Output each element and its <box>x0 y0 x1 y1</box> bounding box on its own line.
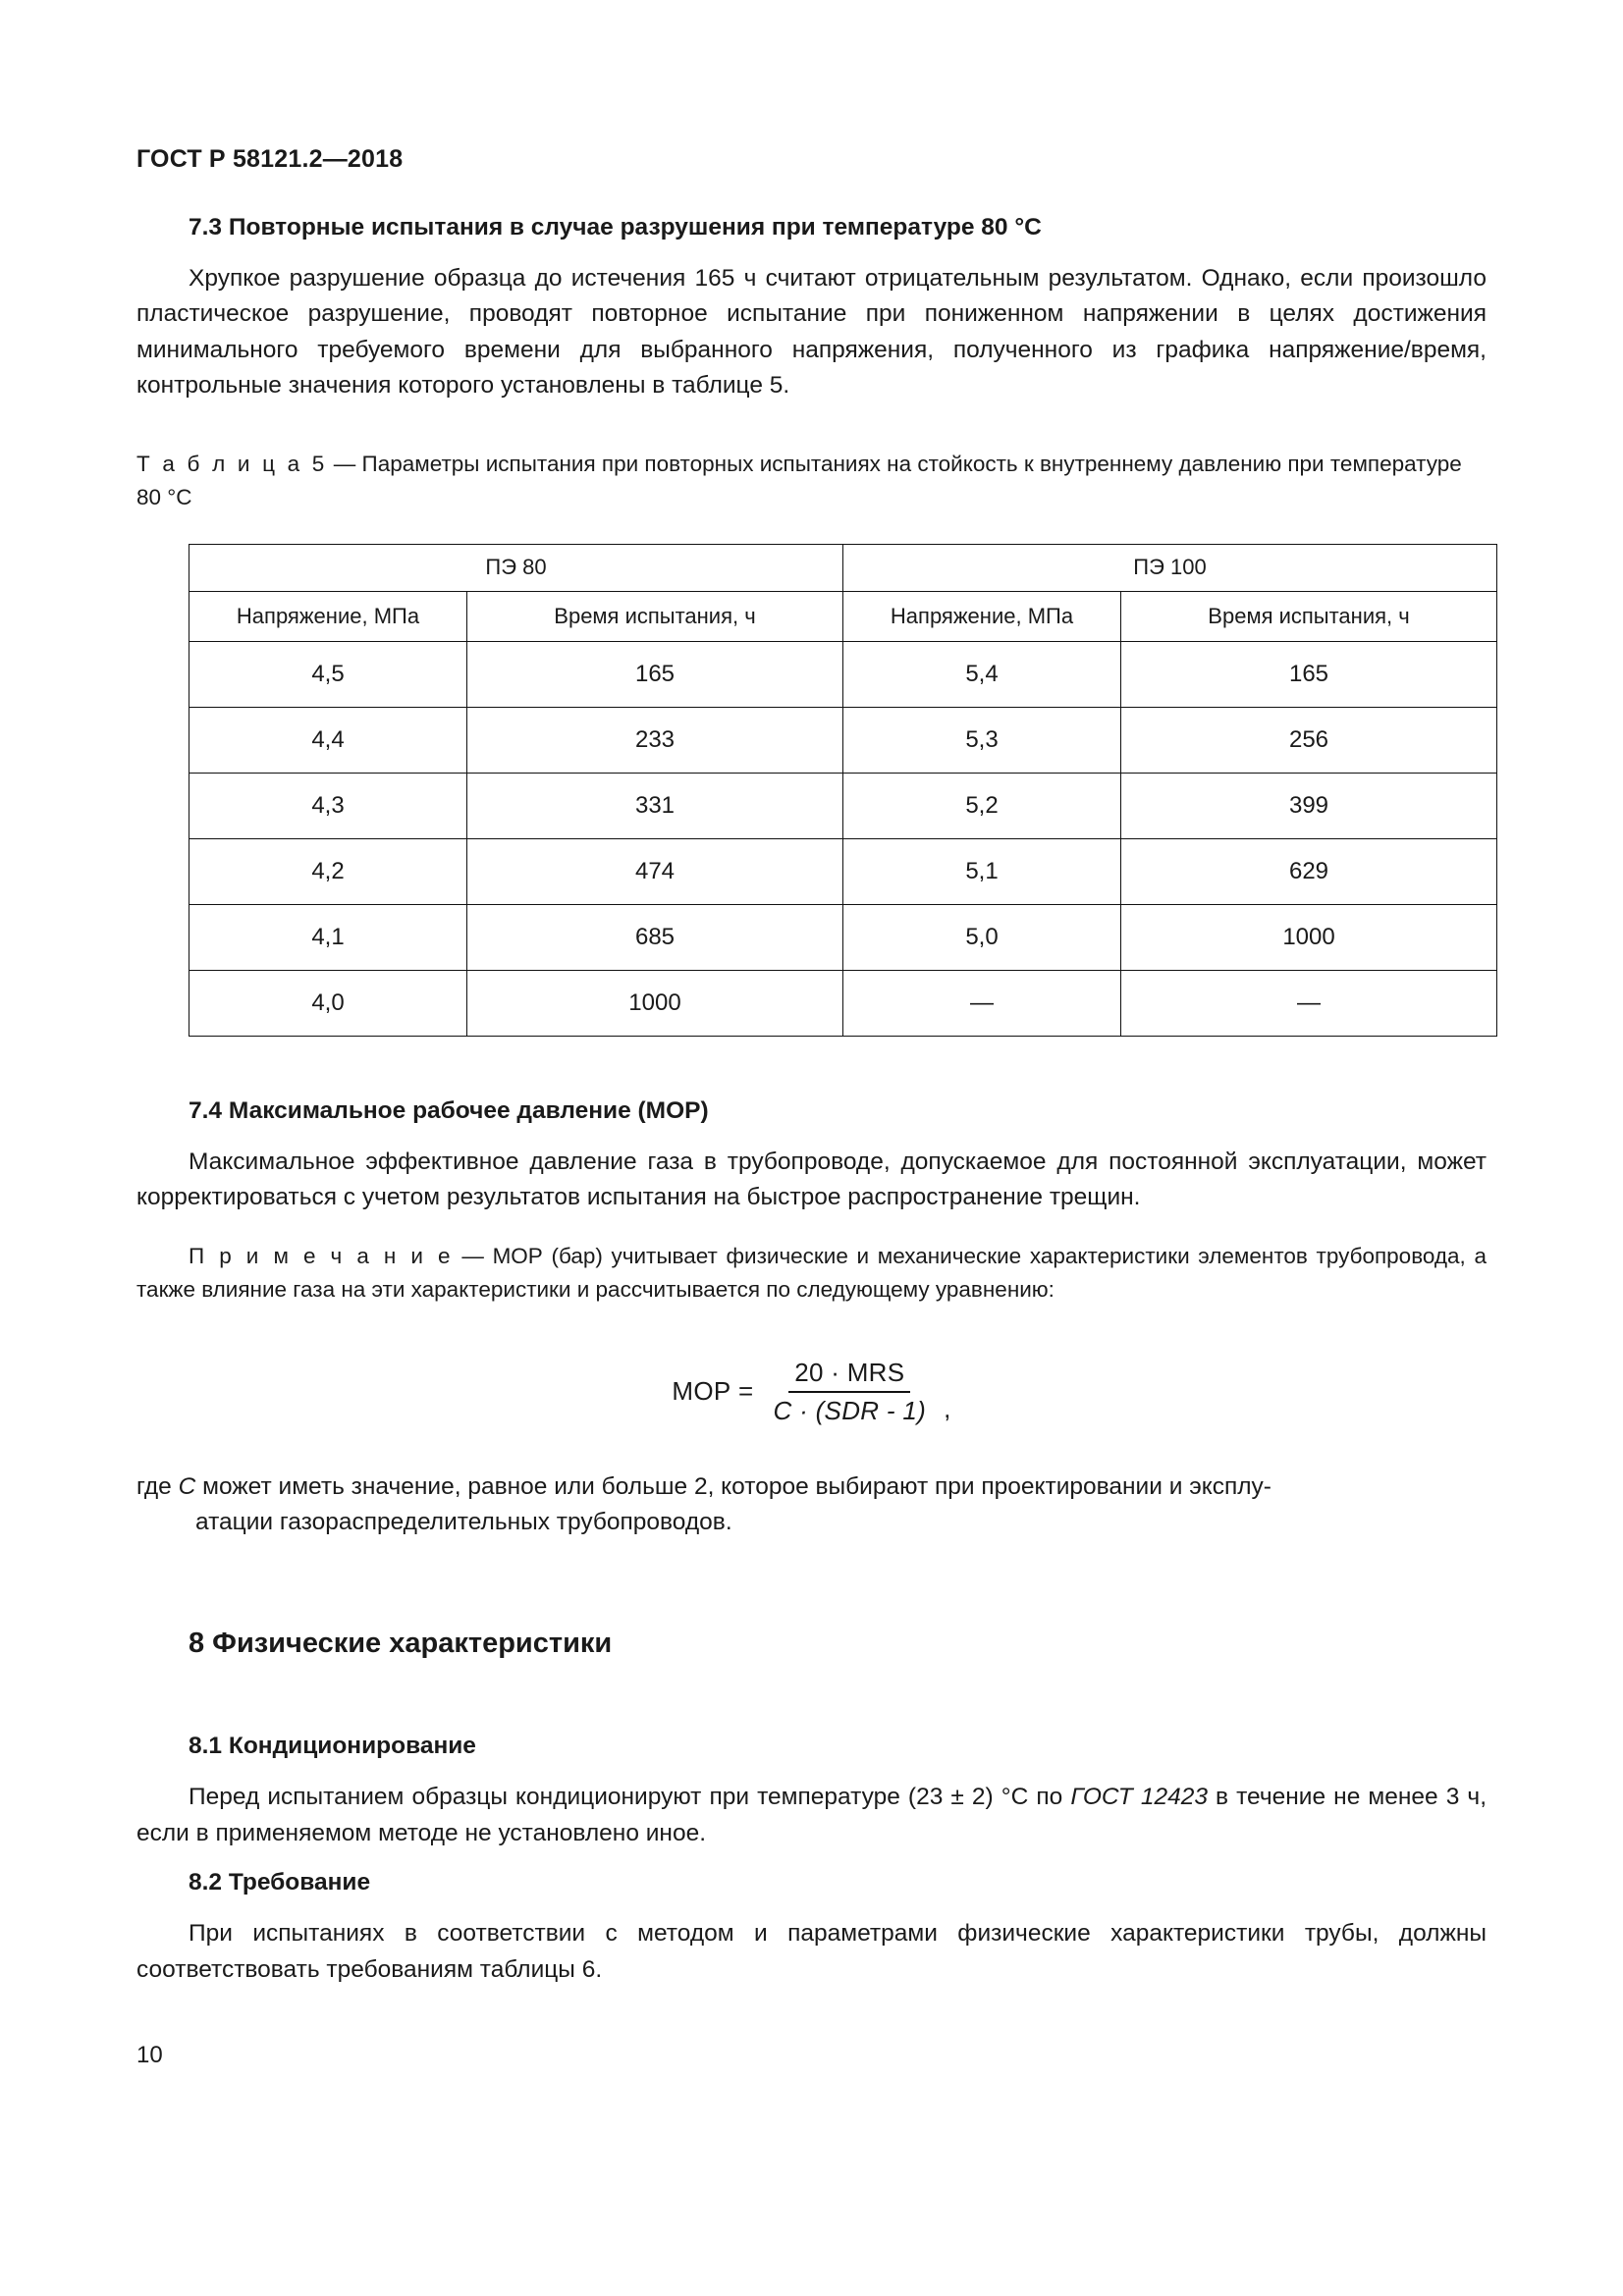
formula-numerator: 20 · MRS <box>788 1358 910 1393</box>
mop-formula <box>672 1358 950 1426</box>
table-5-caption-text: Параметры испытания при повторных испытаниях на стойкость к внутреннему давлению при температуре 80 °C <box>136 451 1462 509</box>
table-column-header-stress-pe100: Напряжение, МПа <box>843 591 1121 641</box>
clause-8-2-paragraph: При испытаниях в соответствии с методом и параметрами физические характеристики трубы, должны соответствовать требованиям таблицы 6. <box>136 1920 1487 1983</box>
table-cell: 4,0 <box>189 970 467 1036</box>
table-cell: 233 <box>467 707 843 773</box>
table-cell: 165 <box>467 641 843 707</box>
table-row <box>189 773 1497 838</box>
mop-formula-block <box>136 1358 1487 1426</box>
spacer <box>136 1426 1487 1469</box>
table-5-caption-label: Т а б л и ц а 5 <box>136 451 328 476</box>
clause-7-3-heading: 7.3 Повторные испытания в случае разрушения при температуре 80 °C <box>189 214 1042 240</box>
spacer <box>136 1662 1487 1731</box>
table-cell: 4,5 <box>189 641 467 707</box>
note-text: МОР (бар) учитывает физические и механические характеристики элементов трубопровода, а также влияние газа на эти характеристики и рассчитывается по следующему уравнению: <box>136 1243 1487 1302</box>
clause-7-4-paragraph: Максимальное эффективное давление газа в трубопроводе, допускаемое для постоянной эксплуатации, может корректироваться с учетом результатов испытания на быстрое распространение трещин. <box>136 1148 1487 1211</box>
table-row-column-headers <box>189 591 1497 641</box>
table-row <box>189 641 1497 707</box>
table-cell: 474 <box>467 838 843 904</box>
table-cell: — <box>1121 970 1497 1036</box>
clause-8-1-text-part-1: Перед испытанием образцы кондиционируют при температуре (23 ± 2) °C по <box>189 1784 1063 1811</box>
table-cell: 399 <box>1121 773 1497 838</box>
table-cell: 1000 <box>1121 904 1497 970</box>
table-5-caption-dash: — <box>327 451 362 476</box>
spacer <box>136 1037 1487 1095</box>
table-column-header-time-pe100: Время испытания, ч <box>1121 591 1497 641</box>
running-header: ГОСТ Р 58121.2—2018 <box>136 145 404 173</box>
spacer <box>136 1216 1487 1240</box>
table-cell: 165 <box>1121 641 1497 707</box>
formula-lhs: МОР = <box>672 1376 754 1407</box>
clause-8-1-paragraph <box>136 1780 1487 1851</box>
page-content <box>136 212 1487 1988</box>
spacer <box>136 1851 1487 1867</box>
table-cell: 4,2 <box>189 838 467 904</box>
table-cell: 629 <box>1121 838 1497 904</box>
table-cell: 5,1 <box>843 838 1121 904</box>
table-row-group-headers <box>189 544 1497 591</box>
formula-where-block <box>136 1469 1487 1541</box>
clause-8-1-text-part-2: в течение не менее 3 ч, если в применяемом методе не установлено иное. <box>136 1784 1487 1846</box>
clause-8-1-heading: 8.1 Кондиционирование <box>189 1733 476 1760</box>
table-column-header-stress-pe80: Напряжение, МПа <box>189 591 467 641</box>
clause-8-1-reference: ГОСТ 12423 <box>1070 1784 1208 1811</box>
table-cell: 4,3 <box>189 773 467 838</box>
spacer <box>136 404 1487 448</box>
table-row <box>189 970 1497 1036</box>
table-row <box>189 838 1497 904</box>
spacer <box>136 514 1487 544</box>
table-cell: 331 <box>467 773 843 838</box>
table-cell: 5,4 <box>843 641 1121 707</box>
table-group-header-pe80: ПЭ 80 <box>189 544 843 591</box>
table-cell: 1000 <box>467 970 843 1036</box>
table-row <box>189 904 1497 970</box>
where-line-2: атации газораспределительных трубопроводов. <box>195 1509 732 1536</box>
formula-denominator: C · (SDR - 1) <box>773 1395 927 1425</box>
clause-8-2-heading: 8.2 Требование <box>189 1869 371 1896</box>
clause-7-3-paragraph: Хрупкое разрушение образца до истечения 165 ч считают отрицательным результатом. Однако, если произошло пластическое разрушение, проводят повторное испытание при пониженном напряжении в целях достижения минимального требуемого времени для выбранного напряжения, полученного из графика напряжение/время, контрольные значения которого установлены в таблице 5. <box>136 264 1487 400</box>
section-8-heading: 8 Физические характеристики <box>189 1627 613 1659</box>
formula-fraction <box>768 1358 933 1426</box>
table-cell: 256 <box>1121 707 1497 773</box>
where-prefix: где <box>136 1472 172 1500</box>
formula-trailing-comma: , <box>944 1393 951 1423</box>
clause-7-4-heading: 7.4 Максимальное рабочее давление (МОР) <box>189 1096 709 1124</box>
table-cell: — <box>843 970 1121 1036</box>
where-symbol: C <box>178 1472 196 1500</box>
table-5 <box>189 544 1497 1037</box>
table-5-caption <box>136 448 1487 514</box>
note-label: П р и м е ч а н и е <box>189 1243 454 1268</box>
spacer <box>136 1307 1487 1358</box>
clause-7-4-note <box>136 1240 1487 1307</box>
table-row <box>189 707 1497 773</box>
spacer <box>136 1541 1487 1626</box>
page-number: 10 <box>136 2042 163 2068</box>
table-cell: 5,3 <box>843 707 1121 773</box>
table-cell: 4,4 <box>189 707 467 773</box>
note-dash: — <box>453 1243 493 1268</box>
table-group-header-pe100: ПЭ 100 <box>843 544 1497 591</box>
table-column-header-time-pe80: Время испытания, ч <box>467 591 843 641</box>
where-line-1: может иметь значение, равное или больше 2, которое выбирают при проектировании и эксплу- <box>202 1472 1271 1500</box>
table-cell: 685 <box>467 904 843 970</box>
table-cell: 5,0 <box>843 904 1121 970</box>
table-cell: 5,2 <box>843 773 1121 838</box>
table-cell: 4,1 <box>189 904 467 970</box>
